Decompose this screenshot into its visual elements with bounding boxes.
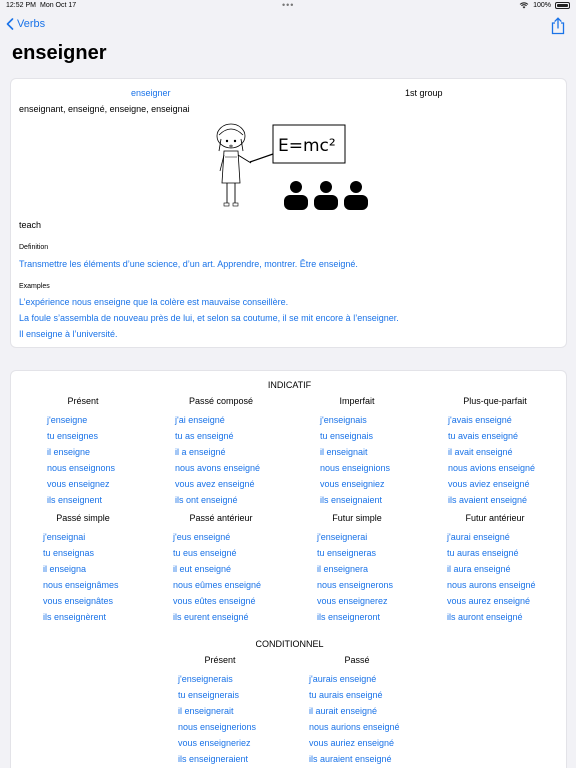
conjugation-form[interactable]: nous aurions enseigné xyxy=(309,722,400,732)
conjugation-form[interactable]: j'aurai enseigné xyxy=(447,532,510,542)
conjugation-form[interactable]: ils enseigneront xyxy=(317,612,381,622)
conjugation-form[interactable]: vous aurez enseigné xyxy=(447,596,531,606)
conjugation-form[interactable]: ils enseignèrent xyxy=(43,612,107,622)
tense-column-plus-que-parfait xyxy=(435,396,555,508)
conjugation-card xyxy=(10,370,567,768)
conjugation-form[interactable]: il enseigne xyxy=(47,447,91,457)
translation: teach xyxy=(19,220,42,230)
tense-column-passe-simple xyxy=(23,513,143,625)
share-icon[interactable] xyxy=(550,17,566,35)
conjugation-form[interactable]: vous eûtes enseigné xyxy=(173,596,256,606)
conjugation-form[interactable]: vous avez enseigné xyxy=(175,479,255,489)
conjugation-form[interactable]: vous auriez enseigné xyxy=(309,738,395,748)
battery-percent: 100% xyxy=(533,2,551,9)
conjugation-form[interactable]: j'enseignai xyxy=(43,532,86,542)
conjugation-form[interactable]: il enseignerait xyxy=(178,706,234,716)
tense-column-conditionnel-passe xyxy=(297,655,417,767)
conjugation-form[interactable]: tu enseignes xyxy=(47,431,99,441)
tense-heading: Passé antérieur xyxy=(189,513,253,523)
conjugation-form[interactable]: vous enseignâtes xyxy=(43,596,114,606)
conjugation-form[interactable]: il eut enseigné xyxy=(173,564,232,574)
multitasking-dots[interactable]: ••• xyxy=(282,0,295,10)
back-label: Verbs xyxy=(17,18,46,30)
conjugation-form[interactable]: tu enseignais xyxy=(320,431,374,441)
conjugation-form[interactable]: ils avaient enseigné xyxy=(448,495,528,505)
conjugation-form[interactable]: j'enseignerais xyxy=(178,674,233,684)
conjugation-form[interactable]: nous eûmes enseigné xyxy=(173,580,262,590)
conjugation-form[interactable]: nous enseignions xyxy=(320,463,391,473)
conjugation-form[interactable]: j'ai enseigné xyxy=(175,415,225,425)
navigation-bar xyxy=(0,14,576,38)
conjugation-form[interactable]: tu enseignerais xyxy=(178,690,240,700)
conjugation-form[interactable]: ils enseignaient xyxy=(320,495,383,505)
back-button[interactable] xyxy=(6,18,45,30)
conjugation-form[interactable]: ils enseigneraient xyxy=(178,754,249,764)
examples-label: Examples xyxy=(19,283,50,290)
conjugation-form[interactable]: j'enseignais xyxy=(320,415,367,425)
tense-heading: Futur antérieur xyxy=(465,513,525,523)
tense-heading: Présent xyxy=(204,655,236,665)
conjugation-form[interactable]: il enseignera xyxy=(317,564,369,574)
conjugation-form[interactable]: il enseignait xyxy=(320,447,368,457)
conjugation-form[interactable]: j'enseigne xyxy=(47,415,88,425)
conjugation-form[interactable]: vous enseigniez xyxy=(320,479,385,489)
status-date: Mon Oct 17 xyxy=(40,2,77,9)
wifi-icon xyxy=(519,2,529,9)
status-time: 12:52 PM xyxy=(6,2,36,9)
verb-group: 1st group xyxy=(405,88,443,98)
conjugation-form[interactable]: nous enseignâmes xyxy=(43,580,119,590)
tense-column-imperfait xyxy=(297,396,417,508)
tense-heading: Imperfait xyxy=(339,396,375,406)
conjugation-form[interactable]: tu avais enseigné xyxy=(448,431,519,441)
infinitive-link[interactable]: enseigner xyxy=(131,88,171,98)
page-title: enseigner xyxy=(12,42,107,64)
teacher-illustration xyxy=(211,121,371,217)
conjugation-form[interactable]: tu enseignas xyxy=(43,548,95,558)
battery-icon xyxy=(555,2,570,9)
conditionnel-title: CONDITIONNEL xyxy=(255,639,324,649)
conjugation-form[interactable]: il enseigna xyxy=(43,564,87,574)
tense-heading: Présent xyxy=(67,396,99,406)
chevron-left-icon xyxy=(6,18,14,30)
example-item[interactable]: L’expérience nous enseigne que la colère est mauvaise conseillère. xyxy=(19,297,289,307)
conjugation-form[interactable]: nous enseignerons xyxy=(317,580,394,590)
conjugation-form[interactable]: ils enseignent xyxy=(47,495,103,505)
conjugation-form[interactable]: tu enseigneras xyxy=(317,548,377,558)
conjugation-form[interactable]: j'enseignerai xyxy=(317,532,368,542)
tense-heading: Passé xyxy=(344,655,370,665)
conjugation-form[interactable]: ils ont enseigné xyxy=(175,495,238,505)
conjugation-form[interactable]: tu as enseigné xyxy=(175,431,234,441)
tense-column-passe-compose xyxy=(161,396,281,508)
tense-column-futur-anterieur xyxy=(435,513,555,625)
definition-text[interactable]: Transmettre les éléments d’une science, d’un art. Apprendre, montrer. Être enseigné. xyxy=(19,259,358,269)
tense-heading: Passé simple xyxy=(56,513,110,523)
conjugation-form[interactable]: vous enseignerez xyxy=(317,596,388,606)
conjugation-form[interactable]: vous enseignez xyxy=(47,479,110,489)
definition-label: Definition xyxy=(19,244,49,251)
tense-column-conditionnel-present xyxy=(160,655,280,767)
conjugation-form[interactable]: il aurait enseigné xyxy=(309,706,378,716)
conjugation-form[interactable]: tu aurais enseigné xyxy=(309,690,383,700)
conjugation-form[interactable]: ils eurent enseigné xyxy=(173,612,249,622)
conjugation-form[interactable]: nous enseignons xyxy=(47,463,116,473)
conjugation-form[interactable]: j'aurais enseigné xyxy=(309,674,377,684)
tense-column-present xyxy=(23,396,143,508)
conjugation-form[interactable]: j'avais enseigné xyxy=(448,415,512,425)
status-right xyxy=(519,2,570,9)
indicatif-title: INDICATIF xyxy=(267,380,312,390)
conjugation-form[interactable]: nous enseignerions xyxy=(178,722,257,732)
tense-column-passe-anterieur xyxy=(161,513,281,625)
principal-parts: enseignant, enseigné, enseigne, enseignai xyxy=(19,104,190,114)
example-item[interactable]: La foule s’assembla de nouveau près de lui, et selon sa coutume, il se mit encore à l’enseigner. xyxy=(19,313,399,323)
conjugation-form[interactable]: nous avions enseigné xyxy=(448,463,536,473)
tense-heading: Futur simple xyxy=(332,513,382,523)
blackboard-formula: E=mc² xyxy=(278,136,336,156)
tense-heading: Passé composé xyxy=(188,396,254,406)
tense-column-futur-simple xyxy=(297,513,417,625)
status-bar xyxy=(0,0,576,12)
conjugation-form[interactable]: tu eus enseigné xyxy=(173,548,237,558)
conjugation-form[interactable]: il avait enseigné xyxy=(448,447,513,457)
conjugation-form[interactable]: il aura enseigné xyxy=(447,564,511,574)
conjugation-form[interactable]: nous aurons enseigné xyxy=(447,580,536,590)
conjugation-form[interactable]: ils auront enseigné xyxy=(447,612,523,622)
conjugation-form[interactable]: il a enseigné xyxy=(175,447,226,457)
conjugation-form[interactable]: vous enseigneriez xyxy=(178,738,251,748)
conjugation-form[interactable]: vous aviez enseigné xyxy=(448,479,530,489)
example-item[interactable]: Il enseigne à l’université. xyxy=(19,329,118,339)
conjugation-form[interactable]: j'eus enseigné xyxy=(173,532,231,542)
conjugation-form[interactable]: tu auras enseigné xyxy=(447,548,519,558)
tense-heading: Plus-que-parfait xyxy=(463,396,527,406)
conjugation-form[interactable]: ils auraient enseigné xyxy=(309,754,392,764)
conjugation-form[interactable]: nous avons enseigné xyxy=(175,463,261,473)
verb-info-card xyxy=(10,78,567,348)
